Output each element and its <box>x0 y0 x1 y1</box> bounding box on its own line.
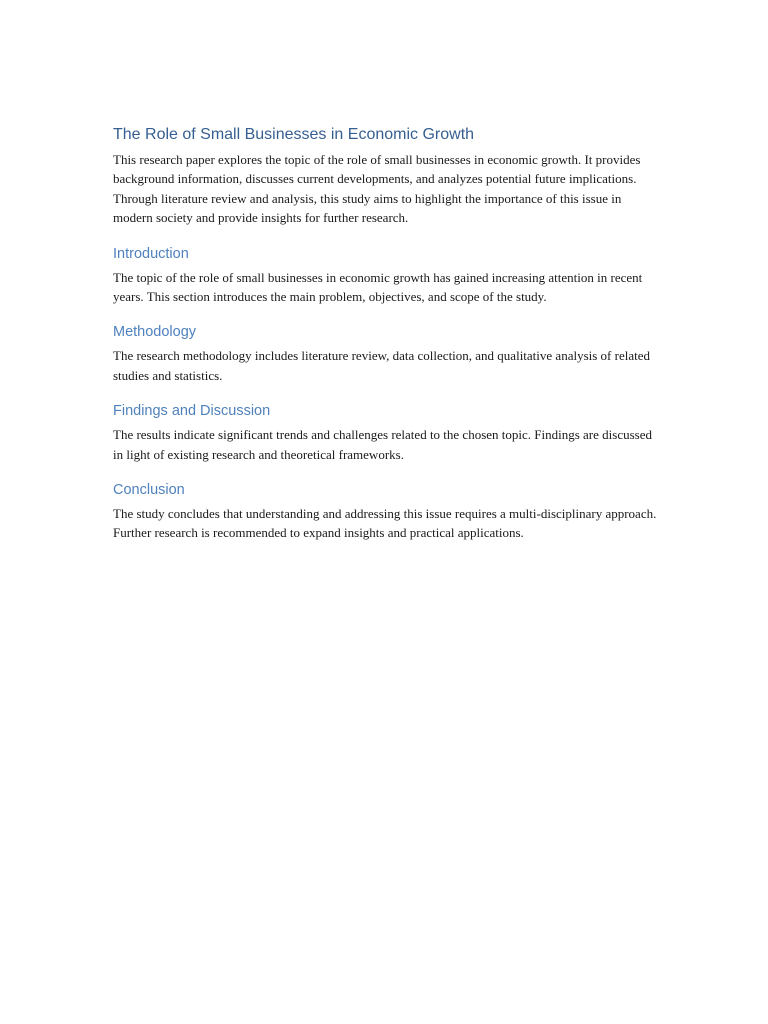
section-heading-methodology: Methodology <box>113 324 197 341</box>
section-body-introduction: The topic of the role of small businesses in economic growth has gained increasing attention in recent years. This section introduces the main problem, objectives, and scope of the study. <box>113 269 643 305</box>
section-findings <box>113 401 658 464</box>
abstract-paragraph: This research paper explores the topic of the role of small businesses in economic growth. It provides background information, discusses current developments, and analyzes potential future implications. Through literature review and analysis, this study aims to highlight the importance of this issue in modern society and provide insights for further research. <box>113 152 641 226</box>
section-body-methodology: The research methodology includes literature review, data collection, and qualitative analysis of related studies and statistics. <box>113 348 650 383</box>
document-title: The Role of Small Businesses in Economic Growth <box>113 126 475 143</box>
section-body-conclusion: The study concludes that understanding and addressing this issue requires a multi-disciplinary approach. Further research is recommended to expand insights and practical applications. <box>113 506 657 541</box>
document-page <box>113 124 658 543</box>
section-heading-conclusion: Conclusion <box>113 482 185 499</box>
section-conclusion <box>113 480 658 543</box>
section-body-findings: The results indicate significant trends and challenges related to the chosen topic. Findings are discussed in light of existing research and theoretical frameworks. <box>113 427 652 462</box>
section-heading-findings: Findings and Discussion <box>113 403 271 420</box>
section-heading-introduction: Introduction <box>113 245 189 262</box>
section-introduction <box>113 244 658 307</box>
section-methodology <box>113 322 658 385</box>
